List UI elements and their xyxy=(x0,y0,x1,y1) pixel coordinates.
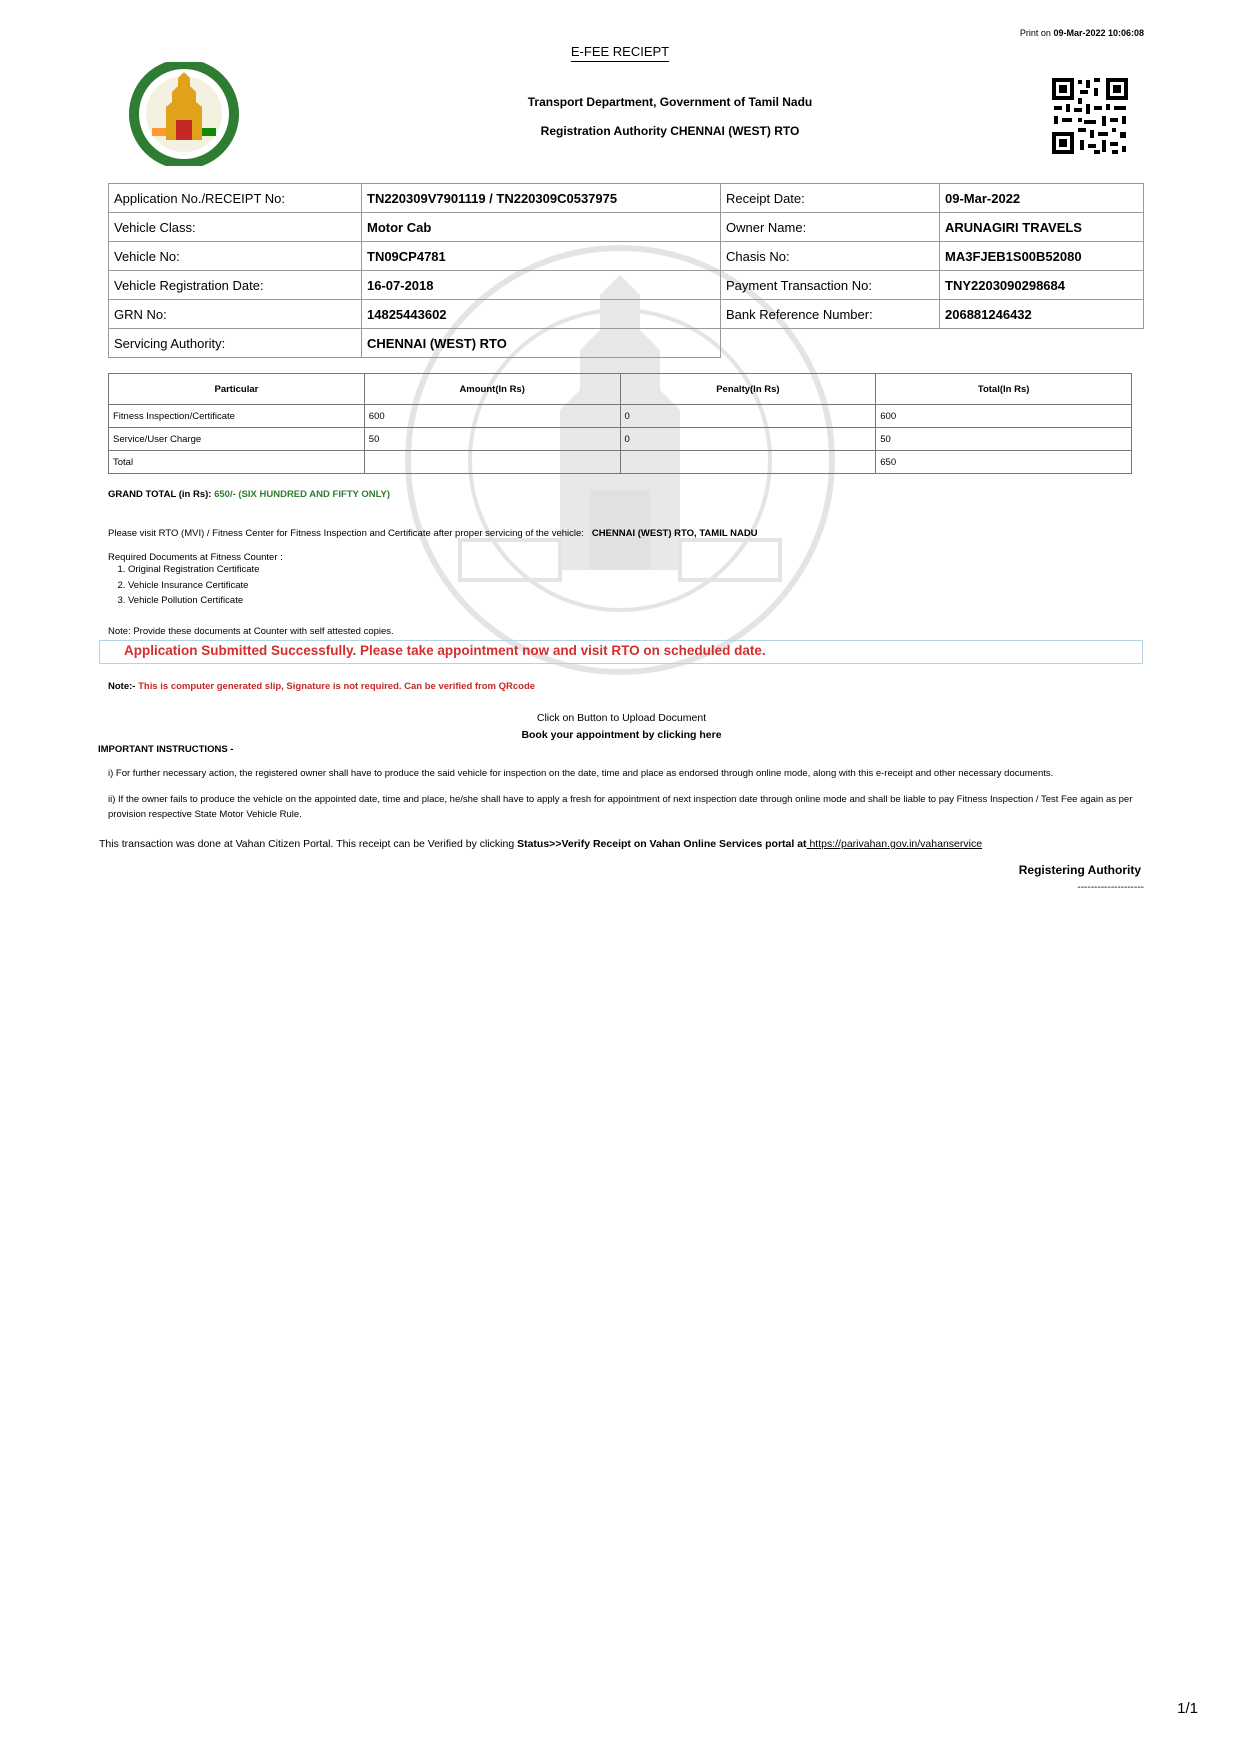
list-item: 2. Vehicle Insurance Certificate xyxy=(128,578,259,594)
total-cell: 50 xyxy=(876,428,1132,451)
table-row xyxy=(109,300,1144,329)
grand-total xyxy=(108,489,390,500)
list-item: 3. Vehicle Pollution Certificate xyxy=(128,593,259,609)
list-item: 1. Original Registration Certificate xyxy=(128,562,259,578)
bank-reference-label: Bank Reference Number: xyxy=(721,300,940,329)
page-number: 1/1 xyxy=(1177,1700,1198,1717)
amount-cell xyxy=(364,451,620,474)
transaction-note xyxy=(99,838,982,850)
chasis-label: Chasis No: xyxy=(721,242,940,271)
grand-total-value: 650/- (SIX HUNDRED AND FIFTY ONLY) xyxy=(214,489,391,500)
amount-cell: 600 xyxy=(364,405,620,428)
required-documents-title: Required Documents at Fitness Counter : xyxy=(108,552,283,563)
total-cell: 600 xyxy=(876,405,1132,428)
vehicle-no-label: Vehicle No: xyxy=(109,242,362,271)
required-documents-list xyxy=(108,562,259,609)
visit-text: Please visit RTO (MVI) / Fitness Center for Fitness Inspection and Certificate after proper servicing of the vehicle: xyxy=(108,528,584,539)
total-cell: 650 xyxy=(876,451,1132,474)
book-appointment-link[interactable]: Book your appointment by clicking here xyxy=(521,729,722,741)
table-row xyxy=(109,428,1132,451)
tamil-nadu-emblem-icon xyxy=(128,62,240,166)
note-label: Note:- xyxy=(108,681,136,692)
table-row xyxy=(109,271,1144,300)
application-label: Application No./RECEIPT No: xyxy=(109,184,362,213)
table-row xyxy=(109,329,1144,358)
visit-instruction xyxy=(108,528,758,539)
table-row xyxy=(109,242,1144,271)
print-timestamp xyxy=(1020,28,1144,38)
receipt-info-table xyxy=(108,183,1144,358)
vehicle-no-value: TN09CP4781 xyxy=(362,242,721,271)
penalty-cell: 0 xyxy=(620,405,876,428)
title-text: E-FEE RECIEPT xyxy=(571,44,669,62)
signature-line: -------------------- xyxy=(1077,882,1144,893)
payment-transaction-value: TNY2203090298684 xyxy=(940,271,1144,300)
upload-document-link[interactable]: Click on Button to Upload Document xyxy=(536,712,707,724)
vehicle-class-label: Vehicle Class: xyxy=(109,213,362,242)
fee-table xyxy=(108,373,1132,474)
header-total: Total(In Rs) xyxy=(876,374,1132,405)
success-message: Application Submitted Successfully. Please take appointment now and visit RTO on scheduled date. xyxy=(124,643,766,658)
servicing-authority-label: Servicing Authority: xyxy=(109,329,362,358)
grn-label: GRN No: xyxy=(109,300,362,329)
particular-cell: Fitness Inspection/Certificate xyxy=(109,405,365,428)
instruction-1: i) For further necessary action, the registered owner shall have to produce the said vehicle for inspection on the date, time and place as endorsed through online mode, along with this e-receipt and other necessary documents. xyxy=(108,768,1054,779)
particular-cell: Service/User Charge xyxy=(109,428,365,451)
registering-authority: Registering Authority xyxy=(1018,863,1141,877)
visit-place: CHENNAI (WEST) RTO, TAMIL NADU xyxy=(591,528,758,539)
registration-date-label: Vehicle Registration Date: xyxy=(109,271,362,300)
header-amount: Amount(In Rs) xyxy=(364,374,620,405)
vahan-service-link[interactable]: https://parivahan.gov.in/vahanservice xyxy=(806,838,983,850)
receipt-date-label: Receipt Date: xyxy=(721,184,940,213)
fee-header-row xyxy=(109,374,1132,405)
penalty-cell xyxy=(620,451,876,474)
authority-heading: Registration Authority CHENNAI (WEST) RTO xyxy=(540,124,800,138)
table-row xyxy=(109,184,1144,213)
documents-note: Note: Provide these documents at Counter with self attested copies. xyxy=(108,626,394,637)
vehicle-class-value: Motor Cab xyxy=(362,213,721,242)
servicing-authority-value: CHENNAI (WEST) RTO xyxy=(362,329,721,358)
owner-name-value: ARUNAGIRI TRAVELS xyxy=(940,213,1144,242)
table-row xyxy=(109,213,1144,242)
table-row xyxy=(109,451,1132,474)
payment-transaction-label: Payment Transaction No: xyxy=(721,271,940,300)
header-penalty: Penalty(In Rs) xyxy=(620,374,876,405)
computer-generated-note xyxy=(108,681,535,692)
bank-reference-value: 206881246432 xyxy=(940,300,1144,329)
instruction-2: ii) If the owner fails to produce the vehicle on the appointed date, time and place, he/she shall have to apply a fresh for appointment of next inspection date through online mode and shall be liable to pay Fitness Inspection / Test Fee again as per provision respective State Motor Vehicle Rule. xyxy=(108,794,1133,820)
document-title xyxy=(0,44,1240,59)
department-heading: Transport Department, Government of Tamil Nadu xyxy=(527,95,813,109)
note-text: This is computer generated slip, Signature is not required. Can be verified from QRcode xyxy=(138,681,536,692)
particular-cell: Total xyxy=(109,451,365,474)
grand-total-label: GRAND TOTAL (in Rs): xyxy=(108,489,212,500)
important-instructions-title: IMPORTANT INSTRUCTIONS - xyxy=(98,744,234,755)
empty-cell xyxy=(721,329,1144,358)
transaction-bold: Status>>Verify Receipt on Vahan Online Services portal at xyxy=(517,838,807,850)
print-on-label: Print on xyxy=(1019,28,1051,38)
chasis-value: MA3FJEB1S00B52080 xyxy=(940,242,1144,271)
owner-name-label: Owner Name: xyxy=(721,213,940,242)
grn-value: 14825443602 xyxy=(362,300,721,329)
amount-cell: 50 xyxy=(364,428,620,451)
penalty-cell: 0 xyxy=(620,428,876,451)
header-particular: Particular xyxy=(109,374,365,405)
qr-code-icon xyxy=(1050,76,1130,156)
registration-date-value: 16-07-2018 xyxy=(362,271,721,300)
transaction-prefix: This transaction was done at Vahan Citizen Portal. This receipt can be Verified by clicking xyxy=(99,838,515,850)
receipt-date-value: 09-Mar-2022 xyxy=(940,184,1144,213)
table-row xyxy=(109,405,1132,428)
application-value: TN220309V7901119 / TN220309C0537975 xyxy=(362,184,721,213)
print-on-value: 09-Mar-2022 10:06:08 xyxy=(1053,28,1144,38)
